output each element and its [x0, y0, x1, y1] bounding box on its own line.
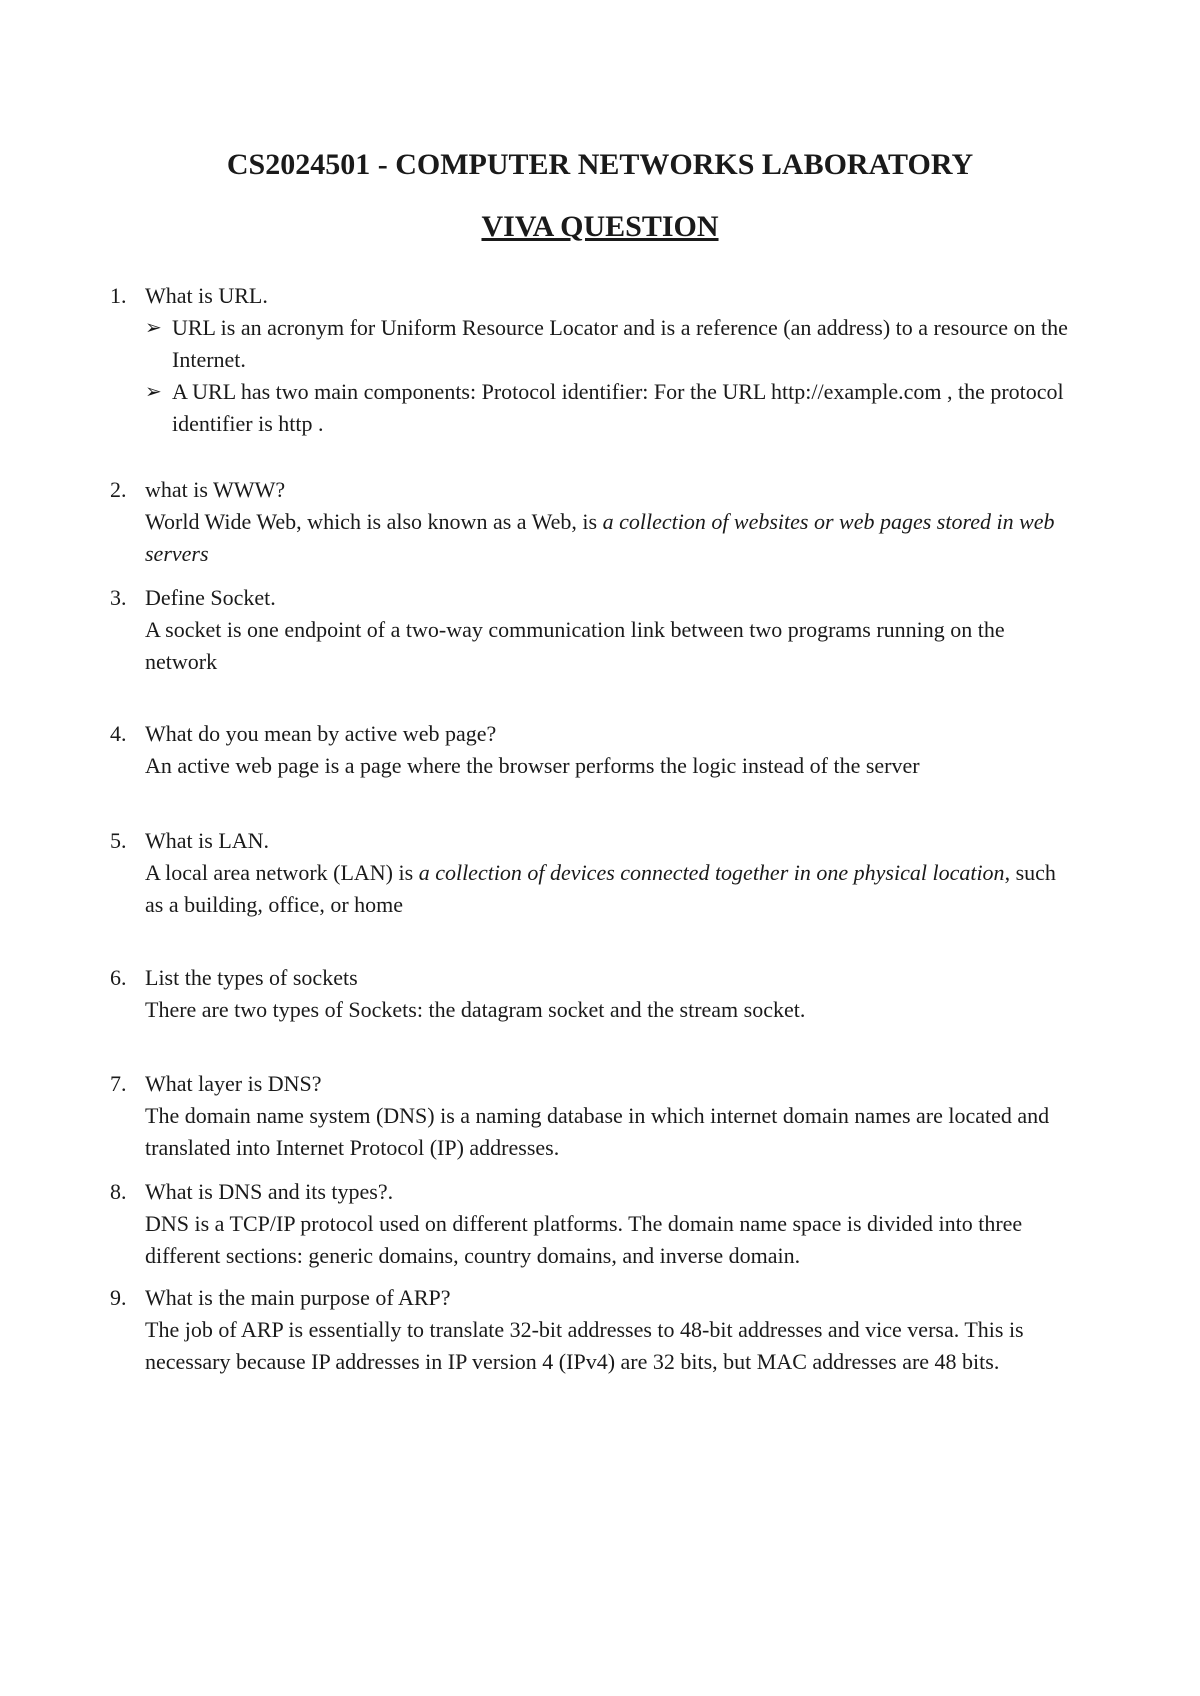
answer-plain: World Wide Web, which is also known as a Web, is — [145, 509, 603, 534]
question-text: List the types of sockets — [145, 965, 358, 990]
question-number: 9. — [110, 1285, 127, 1310]
bullet-text: URL is an acronym for Uniform Resource Locator and is a reference (an address) to a resource on the Internet. — [172, 315, 1068, 372]
question-number: 2. — [110, 477, 127, 502]
question-item — [110, 718, 1070, 782]
answer-text: There are two types of Sockets: the datagram socket and the stream socket. — [145, 997, 806, 1022]
arrow-bullet-icon: ➢ — [145, 317, 162, 339]
answer-bullet — [145, 376, 1070, 440]
question-item — [110, 1176, 1070, 1272]
answer-bullet — [145, 312, 1070, 376]
question-text: what is WWW? — [145, 477, 286, 502]
question-number: 7. — [110, 1071, 127, 1096]
answer-text: An active web page is a page where the browser performs the logic instead of the server — [145, 753, 920, 778]
answer-emphasis: a collection of devices connected together in one physical location — [418, 860, 1005, 885]
question-item — [110, 280, 1070, 440]
question-item — [110, 825, 1070, 921]
question-number: 6. — [110, 965, 127, 990]
answer-text: The domain name system (DNS) is a naming database in which internet domain names are located and translated into Internet Protocol (IP) addresses. — [145, 1103, 1050, 1160]
question-number: 4. — [110, 721, 127, 746]
question-text: What is URL. — [145, 283, 268, 308]
question-item — [110, 1282, 1070, 1378]
answer-text — [145, 506, 1070, 570]
question-text: What do you mean by active web page? — [145, 721, 497, 746]
question-item — [110, 1068, 1070, 1164]
answer-text: DNS is a TCP/IP protocol used on different platforms. The domain name space is divided into three different sections: generic domains, country domains, and inverse domain. — [145, 1211, 1023, 1268]
bullet-text: A URL has two main components: Protocol identifier: For the URL http://example.com , the protocol identifier is http . — [172, 379, 1064, 436]
answer-emphasis: a collection of websites or web pages stored in web servers — [145, 509, 1055, 566]
question-number: 5. — [110, 828, 127, 853]
page-subtitle: VIVA QUESTION — [481, 210, 719, 243]
question-item — [110, 474, 1070, 570]
answer-tail: , such as a building, office, or home — [145, 860, 1056, 917]
question-number: 1. — [110, 283, 127, 308]
answer-plain: A local area network (LAN) is — [145, 860, 419, 885]
page-title: CS2024501 - COMPUTER NETWORKS LABORATORY — [226, 148, 974, 181]
question-number: 8. — [110, 1179, 127, 1204]
question-text: Define Socket. — [145, 585, 276, 610]
question-item — [110, 582, 1070, 678]
question-number: 3. — [110, 585, 127, 610]
answer-text: A socket is one endpoint of a two-way communication link between two programs running on the network — [145, 617, 1005, 674]
question-text: What is DNS and its types?. — [145, 1179, 394, 1204]
question-item — [110, 962, 1070, 1026]
arrow-bullet-icon: ➢ — [145, 381, 162, 403]
question-text: What layer is DNS? — [145, 1071, 322, 1096]
answer-text — [145, 857, 1070, 921]
question-text: What is LAN. — [145, 828, 270, 853]
question-text: What is the main purpose of ARP? — [145, 1285, 451, 1310]
answer-text: The job of ARP is essentially to translate 32-bit addresses to 48-bit addresses and vice versa. This is necessary because IP addresses in IP version 4 (IPv4) are 32 bits, but MAC addresses are 48 bits. — [145, 1317, 1024, 1374]
